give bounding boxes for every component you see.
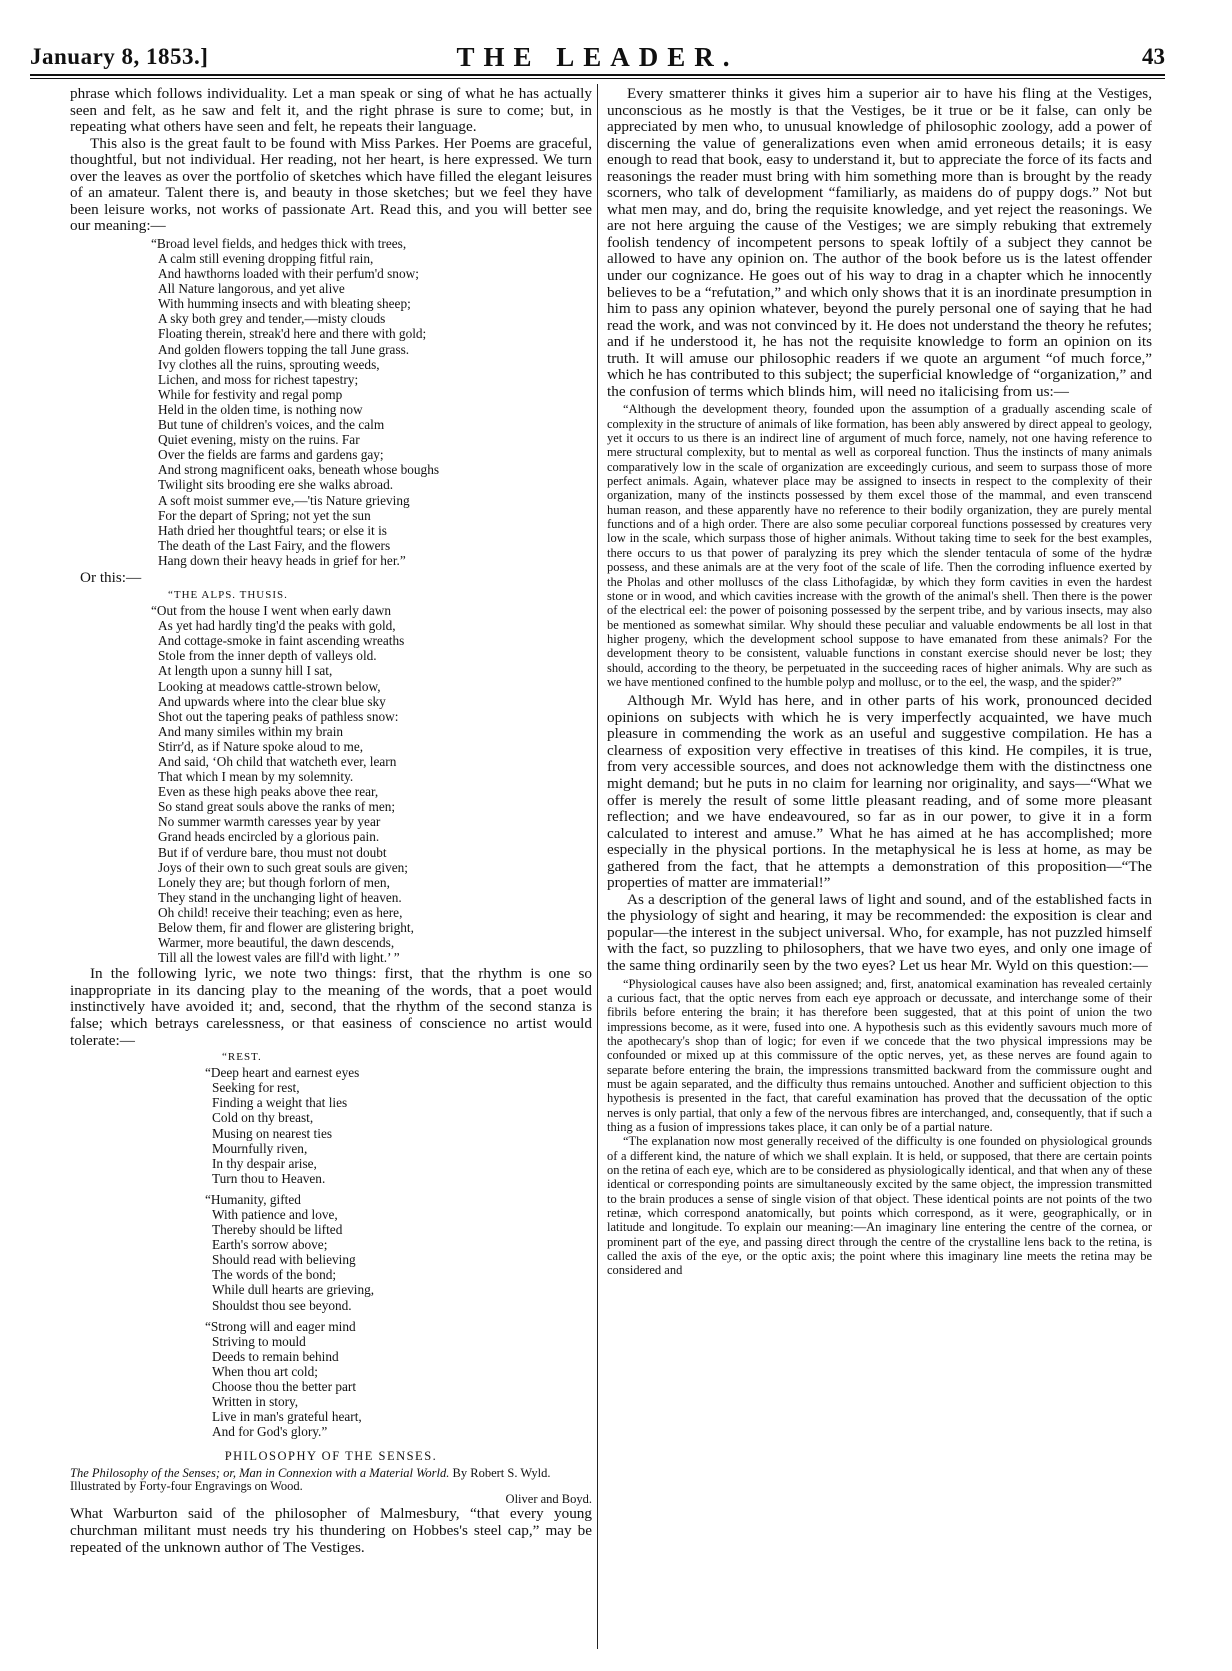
page-number: 43 xyxy=(1142,44,1165,69)
poem-line: Lichen, and moss for richest tapestry; xyxy=(158,371,359,387)
poem-stanza xyxy=(205,1065,592,1186)
poem-line: Held in the olden time, is nothing now xyxy=(158,401,363,417)
poem-line: Striving to mould xyxy=(212,1333,306,1349)
poem-line: Lonely they are; but though forlorn of men, xyxy=(158,874,390,890)
poem-line: And for God's glory.” xyxy=(212,1424,328,1440)
poem-line: Floating therein, streak'd here and there with gold; xyxy=(158,326,427,342)
poem-title: “REST. xyxy=(222,1051,262,1064)
poem-line: Live in man's grateful heart, xyxy=(212,1409,362,1425)
body-paragraph: Although Mr. Wyld has here, and in other parts of his work, pronounced decided opinions on subjects with which he is very imperfectly acquainted, we have much pleasure in commending the work as an useful and suggestive compilation. He has a clearness of exposition very effective in treatises of this kind. He compiles, it is true, from very accessible sources, and does not acknowledge them with the distinctness one might demand; but he puts in no claim for learning nor originality, and says—“What we offer is merely the result of some little pleasant reading, and of some more pleasant reflection; and we have endeavoured, so far as in our power, to give it in a form calculated to interest and amuse.” What he has aimed at he has accomplished; more especially in the physical portions. In the metaphysical he is less at home, as may be gathered from the fact, that he attempts a demonstration of this proposition—“The properties of matter are immaterial!” xyxy=(607,692,1152,892)
poem-line: And strong magnificent oaks, beneath whose boughs xyxy=(158,462,440,478)
header-rule-thin xyxy=(30,78,1165,79)
poem-line: In thy despair arise, xyxy=(212,1155,317,1171)
poem-line: As yet had hardly ting'd the peaks with gold, xyxy=(158,618,396,634)
masthead-title: THE LEADER. xyxy=(456,42,739,72)
quote-paragraph: “Physiological causes have also been assigned; and, first, anatomical examination has revealed certainly a curious fact, that the optic nerves from each eye approach or decussate, and interchange some of their fibrils before entering the brain; it has therefore been suggested, that at this point of union the two impressions become, as it were, fused into one. A hypothesis such as this evidently savours much more of the apothecary's shop than of logic; for even if we concede that the two physical impressions may be confounded or mixed up at this commissure of the optic nerves, yet, as these nerves are found again to separate before entering the brain, the impressions transmitted backward from the commissure ought and must be again separated, and the difficulty thus remains untouched. Another and sufficient objection to this hypothesis is presented in the fact, that careful examination has proved that the decussation of the optic nerves is only partial, that only a few of the nervous fibres are interchanged, and, consequently, that if such a thing as a fusion of impressions takes place, it can only be of a partial nature. xyxy=(607,976,1152,1134)
poem-line: And upwards where into the clear blue sky xyxy=(158,693,386,709)
poem-line: Seeking for rest, xyxy=(212,1080,300,1096)
review-book-title: The Philosophy of the Senses; or, Man in Connexion with a Material World. xyxy=(70,1466,450,1481)
poem-line: And said, ‘Oh child that watcheth ever, learn xyxy=(158,754,397,770)
poem-line: Even as these high peaks above thee rear, xyxy=(158,784,379,800)
review-opening-paragraph: What Warburton said of the philosopher of Malmesbury, “that every young churchman militant must needs try his thundering on Hobbes's steel cap,” may be repeated of the unknown author of The Vestiges. xyxy=(70,1505,592,1556)
poem-line: “Broad level fields, and hedges thick with trees, xyxy=(151,235,407,251)
body-paragraph: Every smatterer thinks it gives him a superior air to have his fling at the Vestiges, unconscious as he mostly is that the Vestiges, be it true or be it false, can only be appreciated by men who, to unusual knowledge of philosophic zoology, add a power of discerning the value of generalizations even when amid erroneous details; it is easy enough to read that book, easy to understand it, but to appreciate the force of its facts and reasonings the reader must bring with him something more than is brought by the ready scorners, who talk of development “familiarly, as maidens do of puppy dogs.” Not but what men may, and do, bring the requisite knowledge, and yet reject the reasonings. We are not here arguing the cause of the Vestiges; we are simply rebuking that extremely foolish tendency of incompetent persons to speak loftily of a subject they cannot be allowed to have any opinion on. The author of the book before us is the latest offender under our cognizance. He goes out of his way to drag in a chapter which he innocently believes to be a “refutation,” and which only shows that it is an inordinate presumption in him to pass any opinion whatever, beyond the purely personal one of saying that he had read the work, and was not convinced by it. He does not understand the theory he refutes; and if he understood it, he has not the requisite knowledge to form an opinion on its truth. It will amuse our philosophic readers if we quote an argument “of much force,” which he has contributed to this subject; the superficial knowledge of “organization,” and the confusion of terms which blinds him, will need no italicising from us:— xyxy=(607,86,1152,400)
header-rule-thick xyxy=(30,74,1165,76)
left-column xyxy=(70,86,592,1651)
poem-line: For the depart of Spring; not yet the sun xyxy=(158,507,371,523)
poem-line: A sky both grey and tender,—misty clouds xyxy=(158,311,386,327)
poem-line: And hawthorns loaded with their perfum'd snow; xyxy=(158,266,419,282)
right-text-1 xyxy=(607,86,1152,400)
poem-line: Earth's sorrow above; xyxy=(212,1237,328,1253)
poem-line: All Nature langorous, and yet alive xyxy=(158,281,345,297)
poem-line: Shouldst thou see beyond. xyxy=(212,1297,352,1313)
poem-line: Joys of their own to such great souls are given; xyxy=(158,859,409,875)
quote-paragraph: “Although the development theory, founded upon the assumption of a gradually ascending scale of complexity in the structure of animals of like formation, has been ably answered by direct appeal to geology, yet it occurs to us there is an indirect line of argument of much force, namely, not one having reference to mere structural complexity, but to mental as well as corporeal function. Thus the instincts of many animals comparatively low in the scale of organization are exceedingly curious, and seem to surpass those of more perfect animals. Again, whatever place may be assigned to insects in respect to the complexity of their organization, many of the instincts possessed by them excel those of the mammal, and even transcend human reason, and these apparently have no reference to their bodily organization, they are purely mental functions and of a high order. There are also some peculiar corporeal functions possessed by creatures very low in the scale, which surpass those of higher animals. Without taking time to seek for the best examples, there occurs to us that power of paralyzing its prey which the slender tentacula of some of the hydræ possess, and these animals are at the very foot of the scale of life. Then the corroding influence exerted by the Pholas and other molluscs of the class Lithofagidæ, by which they form cavities in even the hardest stone or in wood, and which cavities increase with the growth of the animal's shell. Then there is the power of the electrical eel: the power of poisoning possessed by the serpent tribe, and by various insects, may also be mentioned as somewhat similar. Why should these peculiar and valuable endowments be all lost in that higher progeny, which the development school suppose to have emanated from these animals? For the development theory to be consistent, valuable functions in constant exercise should never be lost; they should, according to the theory, be perpetuated in the succeeding races of higher animals. Why are such as we have mentioned confined to the humble polyp and mollusc, or to the eel, the wasp, and the spider?” xyxy=(607,402,1152,689)
poem-line: The death of the Last Fairy, and the flowers xyxy=(158,537,391,553)
poem-line: Thereby should be lifted xyxy=(212,1222,343,1238)
intro-text xyxy=(70,86,592,235)
poem-line: So stand great souls above the ranks of men; xyxy=(158,799,396,815)
poem-line: Till all the lowest vales are fill'd with light.’ ” xyxy=(158,950,400,966)
poem-lines xyxy=(151,603,592,966)
poem-line: Grand heads encircled by a glorious pain. xyxy=(158,829,380,845)
poem-line: Stole from the inner depth of valleys old. xyxy=(158,648,377,664)
poem-line: That which I mean by my solemnity. xyxy=(158,769,354,785)
poem-line: And many similes within my brain xyxy=(158,723,344,739)
poem-line: Hang down their heavy heads in grief for her.” xyxy=(158,552,406,568)
poem-line: While for festivity and regal pomp xyxy=(158,386,343,402)
quote-paragraph: “The explanation now most generally received of the difficulty is one founded on physiological grounds of a different kind, the nature of which we shall explain. It is held, or supposed, that there are certain points on the retina of each eye, which are to be considered as physiologically identical, and that when any of these identical or corresponding points are simultaneously excited by the same object, the impression transmitted to the brain produces a sense of single vision of that object. These identical points are not points of the two retinæ, which correspond anatomically, but points which correspond, as it were, geographically, or in latitude and longitude. To explain our meaning:—An imaginary line entering the centre of the cornea, or prominent part of the eye, and passing direct through the centre of the crystalline lens back to the retina, is called the axis of the eye, or the optic axis; the point where this imaginary line meets the retina may be considered and xyxy=(607,1134,1152,1278)
section-title: PHILOSOPHY OF THE SENSES. xyxy=(224,1449,438,1464)
review-publisher: Oliver and Boyd. xyxy=(505,1492,592,1507)
poem-the-alps xyxy=(70,588,592,965)
lyric-intro-paragraph: In the following lyric, we note two things: first, that the rhythm is one so inappropriate in its dancing play to the meaning of the words, that a poet would instinctively have avoided it; and, second, that the rhythm of the second stanza is false; which betrays carelessness, or that easiness of conscience no artist would tolerate:— xyxy=(70,965,592,1049)
poem-line: Looking at meadows cattle-strown below, xyxy=(158,678,381,694)
or-this-label: Or this:— xyxy=(80,568,142,586)
issue-date: January 8, 1853.] xyxy=(30,44,209,69)
poem-line: Should read with believing xyxy=(212,1252,356,1268)
intro-paragraph: phrase which follows individuality. Let a man speak or sing of what he has actually seen and felt, as he saw and felt it, and the right phrase is sure to come; but, in repeating what others have seen and felt, he repeats their language. xyxy=(70,86,592,136)
poem-line: Cold on thy breast, xyxy=(212,1110,314,1126)
lyric-intro xyxy=(70,966,592,1049)
poem-line: A calm still evening dropping fitful rain, xyxy=(158,251,374,267)
poem-line: Finding a weight that lies xyxy=(212,1095,348,1111)
poem-line: With patience and love, xyxy=(212,1207,338,1222)
poem-line: Written in story, xyxy=(212,1394,299,1410)
poem-line: “Out from the house I went when early dawn xyxy=(151,603,392,619)
page-header xyxy=(30,40,1165,74)
poem-line: “Deep heart and earnest eyes xyxy=(205,1065,360,1081)
poem-line: Oh child! receive their teaching; even as here, xyxy=(158,904,403,920)
poem-line: At length upon a sunny hill I sat, xyxy=(158,663,333,679)
review-author: By Robert S. Wyld. Illustrated by Forty-four Engravings on Wood. xyxy=(70,1466,551,1494)
poem-line: Twilight sits brooding ere she walks abroad. xyxy=(158,477,394,493)
poem-line: Over the fields are farms and gardens gay; xyxy=(158,447,384,463)
poem-line: Stirr'd, as if Nature spoke aloud to me, xyxy=(158,738,364,754)
review-citation xyxy=(70,1467,592,1506)
poem-line: “Humanity, gifted xyxy=(205,1191,301,1207)
poem-line: No summer warmth caresses year by year xyxy=(158,814,381,830)
poem-line: Below them, fir and flower are glistering bright, xyxy=(158,920,414,936)
poem-line: Mournfully riven, xyxy=(212,1140,308,1156)
block-quote xyxy=(607,977,1152,1278)
right-column xyxy=(607,86,1152,1651)
block-quote xyxy=(607,402,1152,689)
poem-line: But if of verdure bare, thou must not doubt xyxy=(158,844,387,860)
poem-line: Ivy clothes all the ruins, sprouting weeds, xyxy=(158,356,380,372)
poem-stanza xyxy=(205,1318,592,1440)
column-divider xyxy=(597,84,598,1649)
poem-line: Quiet evening, misty on the ruins. Far xyxy=(158,432,360,448)
poem-line: Musing on nearest ties xyxy=(212,1125,333,1141)
poem-line: “Strong will and eager mind xyxy=(205,1318,356,1334)
poem-line: And cottage-smoke in faint ascending wreaths xyxy=(158,633,405,649)
review-opening xyxy=(70,1506,592,1556)
poem-line: The words of the bond; xyxy=(212,1267,337,1283)
poem-stanza xyxy=(205,1191,592,1313)
poem-line: Hath dried her thoughtful tears; or else it is xyxy=(158,522,387,538)
intro-paragraph: This also is the great fault to be found with Miss Parkes. Her Poems are graceful, thoughtful, but not individual. Her reading, not her heart, is here expressed. We turn over the leaves as over the portfolio of sketches which have filled the elegant leisures of an amateur. Talent there is, and beauty in those sketches; but we feel they have been leisure works, not works of passionate Art. Read this, and you will better see our meaning:— xyxy=(70,134,592,235)
body-paragraph: As a description of the general laws of light and sound, and of the established facts in the physiology of sight and hearing, it may be recommended: the exposition is clear and popular—the interest in the subject universal. Who, for example, has not puzzled himself with the fact, so puzzling to philosophers, that we have two eyes, and only one image of the same thing ordinarily seen by the two eyes? Let us hear Mr. Wyld on this question:— xyxy=(607,890,1152,975)
poem-line: And golden flowers topping the tall June grass. xyxy=(158,341,410,357)
poem-stanzas xyxy=(205,1065,592,1440)
poem-line: When thou art cold; xyxy=(212,1363,318,1379)
poem-line: Shot out the tapering peaks of pathless snow: xyxy=(158,708,399,724)
poem-line: Turn thou to Heaven. xyxy=(212,1170,326,1186)
poem-line: Deeds to remain behind xyxy=(212,1348,339,1364)
poem-rest xyxy=(70,1050,592,1439)
poem-broad-level-fields xyxy=(70,236,592,568)
poem-title: “THE ALPS. THUSIS. xyxy=(168,588,288,601)
poem-line: Choose thou the better part xyxy=(212,1379,357,1395)
poem-line: A soft moist summer eve,—'tis Nature grieving xyxy=(158,492,410,508)
poem-line: With humming insects and with bleating sheep; xyxy=(158,296,411,312)
poem-line: But tune of children's voices, and the calm xyxy=(158,417,385,433)
right-text-2 xyxy=(607,693,1152,974)
poem-line: They stand in the unchanging light of heaven. xyxy=(158,889,402,905)
poem-line: Warmer, more beautiful, the dawn descends, xyxy=(158,935,395,951)
poem-line: While dull hearts are grieving, xyxy=(212,1282,375,1298)
